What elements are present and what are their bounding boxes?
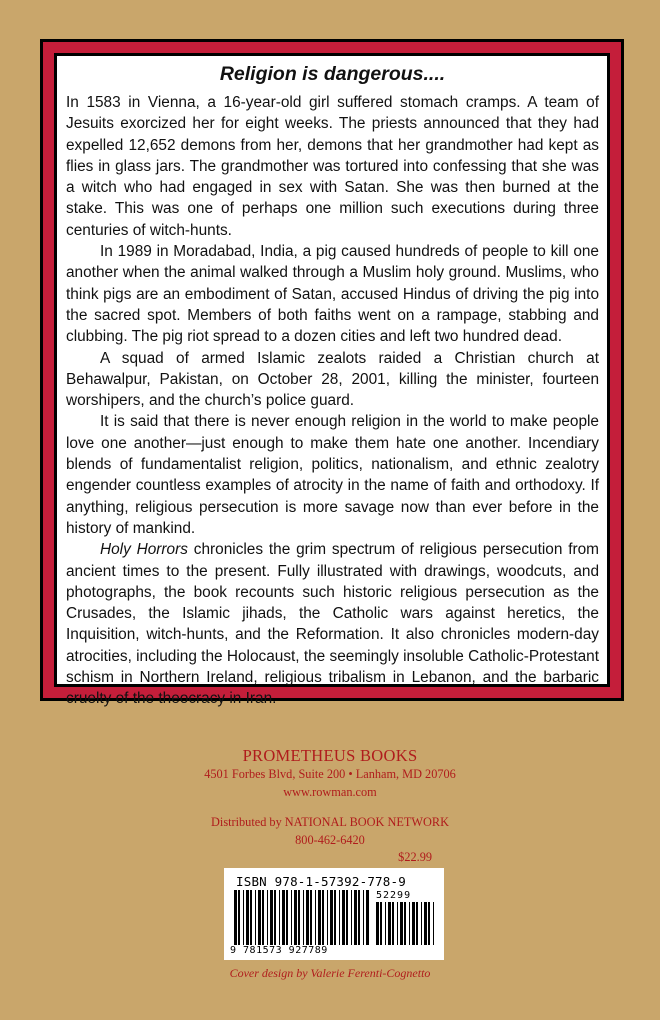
barcode-bar (421, 902, 422, 945)
barcode-bar (363, 890, 364, 945)
publisher-address: 4501 Forbes Blvd, Suite 200 • Lanham, MD 20706 (204, 767, 456, 781)
barcode-bar (306, 890, 309, 945)
barcode-bar (315, 890, 316, 945)
blurb-paragraph-4: It is said that there is never enough religion in the world to make people love one another—just enough to make them hate one another. Incendiary blends of fundamentalist religion, politics, nationalism, and ethnic zealotry engender countless examples of atrocity in the name of faith and orthodoxy. If anything, religious persecution is more savage now than ever before in the history of mankind. (66, 413, 599, 537)
barcode-bar (279, 890, 280, 945)
barcode-bar (354, 890, 357, 945)
barcode-bar (246, 890, 249, 945)
barcode-bar (346, 890, 348, 945)
blurb-paragraph-5 (66, 539, 599, 709)
barcode-bar (303, 890, 304, 945)
price: $22.99 (398, 850, 432, 864)
barcode-bar (433, 902, 434, 945)
barcode-bar (298, 890, 300, 945)
barcode-bar (388, 902, 391, 945)
barcode-bar (392, 902, 394, 945)
barcode-bar (366, 890, 369, 945)
barcode-bar (351, 890, 352, 945)
barcode-bar (409, 902, 410, 945)
blurb-paragraph-5-text: chronicles the grim spectrum of religious persecution from ancient times to the present. Fully illustrated with drawings, woodcuts, and photographs, the book recounts such historic religious persecution as the Crusades, the Islamic jihads, the Catholic wars against heretics, the Inquisition, witch-hunts, and the Reformation. It also chronicles modern-day atrocities, including the Holocaust, the seemingly insoluble Catholic-Protestant schism in Northern Ireland, religious tribalism in Lebanon, and the barbaric cruelty of the theocracy in Iran. (66, 541, 600, 708)
barcode-bar (327, 890, 328, 945)
barcode-supplement: 52299 (376, 890, 412, 901)
blurb-box (57, 56, 607, 708)
barcode-bar (243, 890, 244, 945)
barcode-bar (310, 890, 312, 945)
publisher-website: www.rowman.com (283, 785, 377, 799)
barcode-bar (322, 890, 324, 945)
barcode-bar (267, 890, 268, 945)
barcode-bar (238, 890, 240, 945)
barcode-bar (234, 890, 237, 945)
barcode-bar (339, 890, 340, 945)
book-title: Holy Horrors (100, 541, 188, 559)
barcode-bar (342, 890, 345, 945)
barcode-bar (286, 890, 288, 945)
distributor: Distributed by NATIONAL BOOK NETWORK (211, 815, 449, 829)
barcode-bar (250, 890, 252, 945)
barcode-bar (400, 902, 403, 945)
blurb-paragraph-2: In 1989 in Moradabad, India, a pig caused hundreds of people to kill one another when the animal walked through a Muslim holy ground. Muslims, who think pigs are an embodiment of Satan, accused Hindus of driving the pig into the sacred spot. Members of both faiths went on a rampage, stabbing and clubbing. The pig riot spread to a dozen cities and left two hundred dead. (66, 243, 599, 346)
barcode-bar (258, 890, 261, 945)
barcode-bar (255, 890, 256, 945)
barcode-bar (270, 890, 273, 945)
barcode-bar (318, 890, 321, 945)
barcode-bar (397, 902, 398, 945)
cover-credit: Cover design by Valerie Ferenti-Cognetto (229, 966, 431, 980)
barcode-bar (385, 902, 386, 945)
blurb-paragraph-1: In 1583 in Vienna, a 16-year-old girl suffered stomach cramps. A team of Jesuits exorcized her for eight weeks. The priests announced that they had expelled 12,652 demons from her, demons that her grandmother had kept as flies in glass jars. The grandmother was tortured into confessing that she was a witch who had engaged in sex with Satan. She was then burned at the stake. This was one of perhaps one million such executions during three centuries of witch-hunts. (66, 94, 599, 239)
barcode-bar (291, 890, 292, 945)
barcode-bar (262, 890, 264, 945)
barcode-bar (376, 902, 379, 945)
distributor-phone: 800-462-6420 (295, 833, 365, 847)
blurb-paragraph-3: A squad of armed Islamic zealots raided a Christian church at Behawalpur, Pakistan, on October 28, 2001, killing the minister, fourteen worshipers, and the church’s police guard. (66, 349, 599, 410)
barcode-bar (416, 902, 418, 945)
barcode-bar (294, 890, 297, 945)
barcode-bar (424, 902, 427, 945)
barcode-bar (334, 890, 336, 945)
barcode-box (224, 868, 444, 960)
publisher-name: PROMETHEUS BOOKS (242, 746, 418, 765)
barcode-bar (428, 902, 430, 945)
barcode-bar (404, 902, 406, 945)
isbn-number: ISBN 978-1-57392-778-9 (236, 874, 406, 889)
barcode-bar (358, 890, 360, 945)
barcode-bar (412, 902, 415, 945)
barcode-bar (380, 902, 382, 945)
barcode-bar (282, 890, 285, 945)
barcode-bar (274, 890, 276, 945)
headline: Religion is dangerous.... (219, 63, 446, 85)
barcode-bar (330, 890, 333, 945)
barcode-ean: 9 781573 927789 (230, 945, 328, 956)
